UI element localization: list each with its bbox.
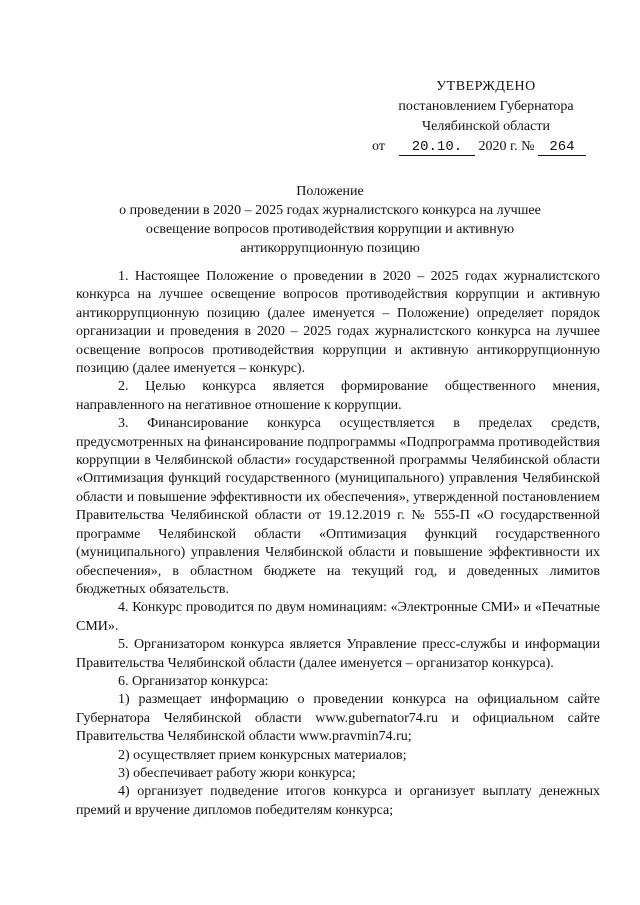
- approval-line-1: постановлением Губернатора: [398, 99, 574, 114]
- subitem-4: 4) организует подведение итогов конкурса и организует выплату денежных премий и вручение дипломов победителям конкурса;: [76, 784, 600, 818]
- document-title: [90, 182, 570, 258]
- approval-line-2: Челябинской области: [422, 119, 550, 134]
- paragraph-1: 1. Настоящее Положение о проведении в 2020 – 2025 годах журналистского конкурса на лучшее освещение вопросов противодействия коррупции и активную антикоррупционную позицию (далее именуется – Положение) определяет порядок организации и проведения в 2020 – 2025 годах журналистского конкурса на лучшее освещение вопросов противодействия коррупции и активную антикоррупционную позицию (далее именуется – конкурс).: [76, 269, 600, 377]
- handwritten-number: 264: [538, 139, 586, 156]
- handwritten-date: 20.10.: [399, 139, 475, 156]
- title-line-3: антикоррупционную позицию: [240, 241, 420, 256]
- paragraph-3: 3. Финансирование конкурса осуществляется в пределах средств, предусмотренных на финансирование подпрограммы «Подпрограмма противодействия коррупции в Челябинской области» государственной программы Челябинской области «Оптимизация функций государственного (муниципального) управления Челябинской области и повышение эффективности их обеспечения», утвержденной постановлением Правительства Челябинской области от 19.12.2019 г. № 555-П «О государственной программе Челябинской области «Оптимизация функций государственного (муниципального) управления Челябинской области и повышение эффективности их обеспечения», в областном бюджете на текущий год, и доведенных лимитов бюджетных обязательств.: [76, 416, 600, 597]
- from-label: от: [372, 139, 385, 154]
- paragraph-2: 2. Целью конкурса является формирование общественного мнения, направленного на негативное отношение к коррупции.: [76, 379, 600, 413]
- subitem-1: 1) размещает информацию о проведении конкурса на официальном сайте Губернатора Челябинской области www.gubernator74.ru и официальном сайте Правительства Челябинской области www.pravmin74.ru;: [76, 692, 600, 745]
- approval-stamp: УТВЕРЖДЕНО: [436, 79, 536, 94]
- subitem-2: 2) осуществляет прием конкурсных материалов;: [118, 747, 407, 763]
- paragraph-5: 5. Организатором конкурса является Управление пресс-службы и информации Правительства Челябинской области (далее именуется – организатор конкурса).: [76, 637, 600, 671]
- title-line-2: освещение вопросов противодействия коррупции и активную: [145, 222, 515, 237]
- approval-date-line: [372, 137, 606, 157]
- subitem-3: 3) обеспечивает работу жюри конкурса;: [118, 765, 356, 781]
- year-label: 2020 г. №: [478, 139, 535, 154]
- document-body: [76, 268, 600, 820]
- title-heading: Положение: [296, 184, 364, 199]
- paragraph-4: 4. Конкурс проводится по двум номинациям: «Электронные СМИ» и «Печатные СМИ».: [76, 600, 600, 634]
- paragraph-6: 6. Организатор конкурса:: [118, 673, 269, 689]
- title-line-1: о проведении в 2020 – 2025 годах журналистского конкурса на лучшее: [119, 203, 541, 218]
- approval-block: [366, 77, 606, 157]
